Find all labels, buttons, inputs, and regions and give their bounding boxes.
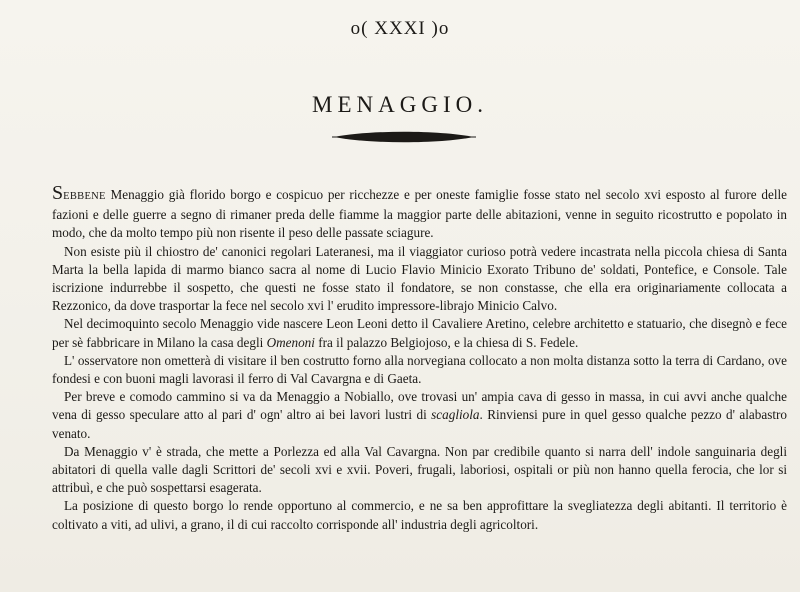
page-title: MENAGGIO. — [312, 92, 488, 117]
paragraph-7: La posizione di questo borgo lo rende opportuno al commercio, e ne sa ben approfittare la svegliatezza degli abitanti. Il territorio è coltivato a viti, ad ulivi, a grano, il di cui raccolto corrisponde all' industria degli agricoltori. — [52, 498, 787, 532]
paragraph-6: Da Menaggio v' è strada, che mette a Porlezza ed alla Val Cavargna. Non par credibile quanto si narra dell' indole sanguinaria degli abitatori di quella valle dagli Scrittori de' secoli xvi e xvii. Poveri, frugali, laboriosi, ospitali or più non hanno quella ferocia, che lor si attribuì, e che può sospettarsi esagerata. — [52, 443, 787, 496]
italic-term-omenoni: Omenoni — [266, 334, 315, 350]
paragraph-5-text-a: Per breve e comodo cammino si va da Menaggio a Nobiallo, ove trovasi un' ampia cava di gesso in massa, in cui avvi anche qualche vena di gesso speculare atto al pari d' ogn' altro ai bei lavori lustri di — [52, 389, 787, 423]
body-text — [52, 182, 787, 534]
title-ornament-rule — [330, 128, 478, 146]
page-folio: o( XXXI )o — [350, 18, 450, 39]
paragraph-5 — [52, 388, 787, 443]
paragraph-3-text-b: fra il palazzo Belgiojoso, e la chiesa di S. Fedele. — [314, 334, 579, 350]
paragraph-1-text: Menaggio già florido borgo e cospicuo per ricchezze e per oneste famiglie fosse stato nel secolo xvi esposto al furore delle fazioni e delle guerre a segno di rimaner preda delle fiamme la maggior parte delle abitazioni, venne in seguito ricostrutto e popolato in modo, che da molto tempo più non risente il peso delle passate sciagure. — [52, 187, 787, 241]
italic-term-scagliola: scagliola — [431, 407, 480, 423]
paragraph-3-text-a: Nel decimoquinto secolo Menaggio vide nascere Leon Leoni detto il Cavaliere Aretino, celebre architetto e statuario, che disegnò e fece per sè fabbricare in Milano la casa degli — [52, 316, 787, 350]
paragraph-5-text-b: . Rinviensi pure in quel gesso qualche pezzo d' alabastro venato. — [52, 407, 787, 441]
drop-cap: S — [52, 182, 64, 204]
small-caps-opening: EBBENE — [63, 191, 106, 202]
paragraph-4: L' osservatore non ometterà di visitare il ben costrutto forno alla norvegiana collocato a non molta distanza sotto la terra di Cardano, ove fondesi e con buoni magli lavorasi il ferro di Val Cavargna e di Gaeta. — [52, 352, 787, 387]
paragraph-1 — [52, 182, 787, 243]
paragraph-2: Non esiste più il chiostro de' canonici regolari Lateranesi, ma il viaggiator curioso potrà vedere incastrata nella piccola chiesa di Santa Marta la bella lapida di marmo bianco sacra al nome di Lucio Flavio Minicio Exorato Tribuno de' soldati, Pontefice, e Console. Tale iscrizione indurrebbe il sospetto, che questi ne fosse stato il fondatore, se non constasse, che ella era originariamente collocata a Rezzonico, da dove trasportar la fece nel secolo xvi l' erudito impressore-librajo Minicio Calvo. — [52, 243, 787, 314]
paragraph-3 — [52, 315, 787, 351]
